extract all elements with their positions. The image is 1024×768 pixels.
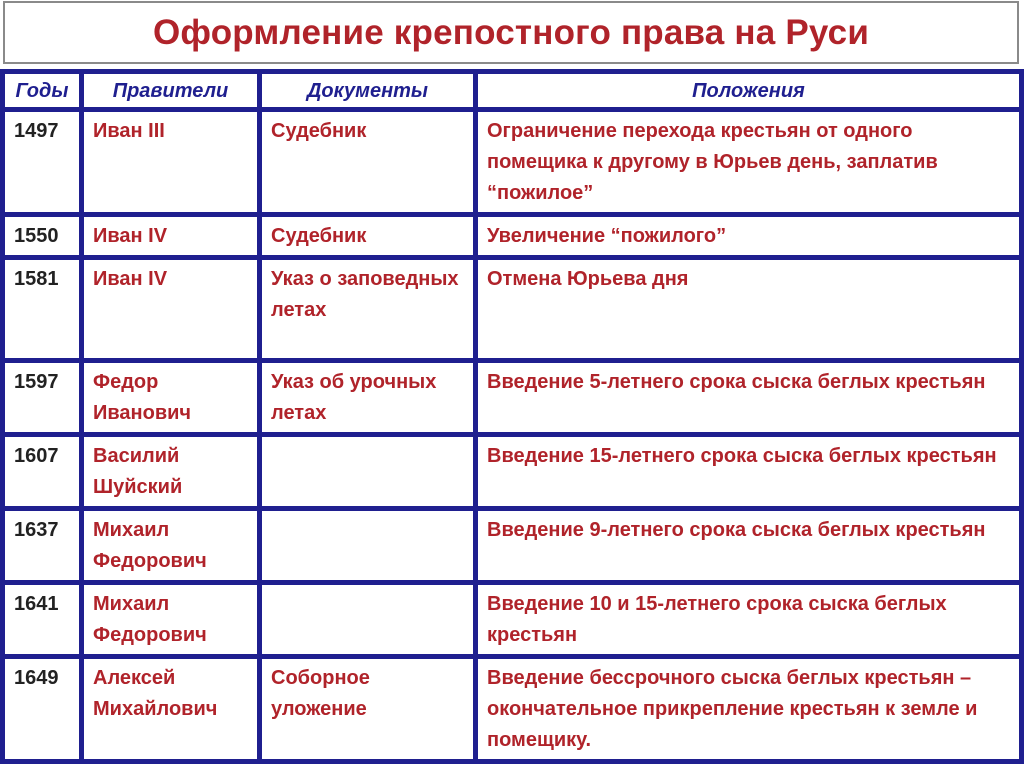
cell-provision: Введение 9-летнего срока сыска беглых крестьян xyxy=(478,511,1024,585)
cell-ruler: Алексей Михайлович xyxy=(84,659,262,764)
table-row xyxy=(0,511,1024,585)
title-box xyxy=(3,1,1019,64)
header-provision: Положения xyxy=(478,69,1024,112)
cell-document: Указ о заповедных летах xyxy=(262,260,478,363)
cell-document xyxy=(262,511,478,585)
cell-ruler: Иван IV xyxy=(84,260,262,363)
cell-ruler: Михаил Федорович xyxy=(84,585,262,659)
table-row xyxy=(0,217,1024,260)
cell-provision: Введение 5-летнего срока сыска беглых крестьян xyxy=(478,363,1024,437)
cell-year: 1607 xyxy=(0,437,84,511)
cell-provision: Введение бессрочного сыска беглых крестьян – окончательное прикрепление крестьян к земле и помещику. xyxy=(478,659,1024,764)
cell-year: 1641 xyxy=(0,585,84,659)
cell-provision: Увеличение “пожилого” xyxy=(478,217,1024,260)
header-year: Годы xyxy=(0,69,84,112)
table-row xyxy=(0,437,1024,511)
table-row xyxy=(0,585,1024,659)
cell-document: Судебник xyxy=(262,217,478,260)
cell-year: 1581 xyxy=(0,260,84,363)
cell-year: 1550 xyxy=(0,217,84,260)
table-row xyxy=(0,260,1024,363)
cell-year: 1597 xyxy=(0,363,84,437)
cell-ruler: Михаил Федорович xyxy=(84,511,262,585)
serfdom-table xyxy=(0,69,1024,764)
table-row xyxy=(0,363,1024,437)
cell-provision: Отмена Юрьева дня xyxy=(478,260,1024,363)
cell-ruler: Иван IV xyxy=(84,217,262,260)
cell-ruler: Иван III xyxy=(84,112,262,217)
header-ruler: Правители xyxy=(84,69,262,112)
cell-provision: Введение 10 и 15-летнего срока сыска беглых крестьян xyxy=(478,585,1024,659)
cell-year: 1649 xyxy=(0,659,84,764)
cell-year: 1637 xyxy=(0,511,84,585)
cell-document xyxy=(262,585,478,659)
cell-year: 1497 xyxy=(0,112,84,217)
table-row xyxy=(0,112,1024,217)
cell-ruler: Федор Иванович xyxy=(84,363,262,437)
header-document: Документы xyxy=(262,69,478,112)
table-header-row xyxy=(0,69,1024,112)
cell-provision: Введение 15-летнего срока сыска беглых крестьян xyxy=(478,437,1024,511)
cell-document: Указ об урочных летах xyxy=(262,363,478,437)
cell-document: Судебник xyxy=(262,112,478,217)
table-row xyxy=(0,659,1024,764)
cell-ruler: Василий Шуйский xyxy=(84,437,262,511)
cell-document xyxy=(262,437,478,511)
cell-document: Соборное уложение xyxy=(262,659,478,764)
cell-provision: Ограничение перехода крестьян от одного помещика к другому в Юрьев день, заплатив “пожилое” xyxy=(478,112,1024,217)
page-title: Оформление крепостного права на Руси xyxy=(152,12,870,52)
